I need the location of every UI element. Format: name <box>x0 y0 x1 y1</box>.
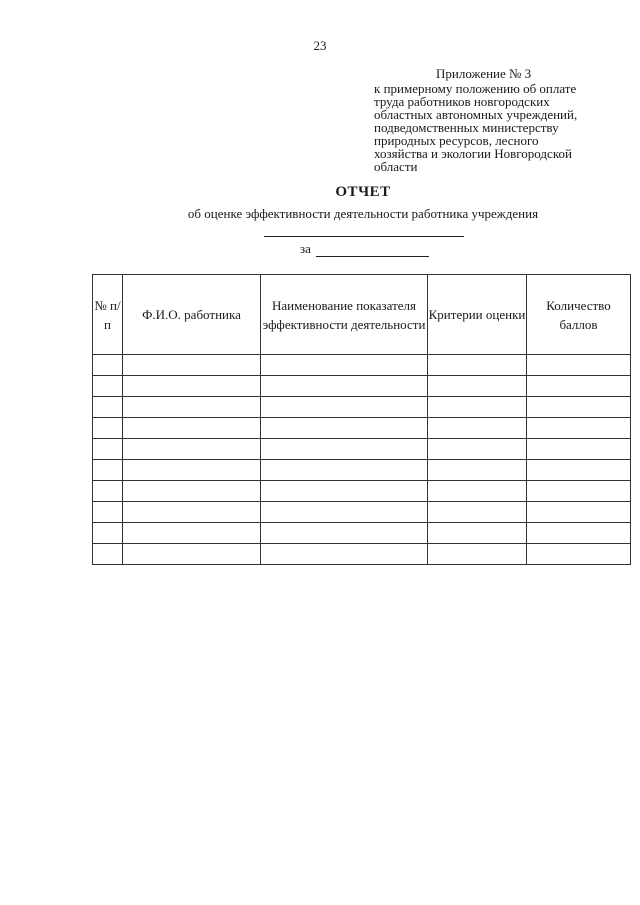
cell-num <box>93 544 123 565</box>
cell-fio <box>123 481 261 502</box>
appendix-line: хозяйства и экологии Новгородской <box>374 146 572 161</box>
cell-points <box>527 397 631 418</box>
table-header-row <box>93 275 631 355</box>
cell-fio <box>123 523 261 544</box>
appendix-line: труда работников новгородских <box>374 94 550 109</box>
cell-criteria <box>428 376 527 397</box>
table-row <box>93 439 631 460</box>
header-fio: Ф.И.О. работника <box>123 275 261 355</box>
table-row <box>93 481 631 502</box>
cell-criteria <box>428 502 527 523</box>
cell-criteria <box>428 355 527 376</box>
table-row <box>93 502 631 523</box>
cell-indicator <box>261 460 428 481</box>
cell-indicator <box>261 418 428 439</box>
cell-fio <box>123 502 261 523</box>
table-body <box>93 355 631 565</box>
cell-num <box>93 523 123 544</box>
appendix-line: области <box>374 159 418 174</box>
header-criteria: Критерии оценки <box>428 275 527 355</box>
cell-fio <box>123 397 261 418</box>
appendix-line: областных автономных учреждений, <box>374 107 578 122</box>
header-num: № п/п <box>93 275 123 355</box>
cell-num <box>93 460 123 481</box>
appendix-line: подведомственных министерству <box>374 120 559 135</box>
cell-criteria <box>428 418 527 439</box>
appendix-line: природных ресурсов, лесного <box>374 133 539 148</box>
cell-criteria <box>428 481 527 502</box>
cell-num <box>93 418 123 439</box>
cell-indicator <box>261 376 428 397</box>
cell-points <box>527 481 631 502</box>
cell-criteria <box>428 460 527 481</box>
cell-indicator <box>261 544 428 565</box>
table-row <box>93 355 631 376</box>
page-number: 23 <box>313 38 327 53</box>
table-row <box>93 544 631 565</box>
cell-num <box>93 376 123 397</box>
cell-points <box>527 355 631 376</box>
institution-blank-line <box>264 236 464 237</box>
cell-points <box>527 544 631 565</box>
header-points: Количество баллов <box>527 275 631 355</box>
cell-criteria <box>428 523 527 544</box>
table-row <box>93 523 631 544</box>
cell-points <box>527 502 631 523</box>
cell-fio <box>123 439 261 460</box>
report-subtitle: об оценке эффективности деятельности работника учреждения <box>187 206 539 221</box>
appendix-line: к примерному положению об оплате <box>374 81 577 96</box>
cell-num <box>93 439 123 460</box>
report-table <box>92 274 631 565</box>
cell-num <box>93 355 123 376</box>
cell-points <box>527 460 631 481</box>
cell-fio <box>123 355 261 376</box>
cell-fio <box>123 376 261 397</box>
cell-indicator <box>261 523 428 544</box>
cell-num <box>93 397 123 418</box>
cell-points <box>527 418 631 439</box>
cell-indicator <box>261 355 428 376</box>
table-row <box>93 376 631 397</box>
cell-fio <box>123 418 261 439</box>
cell-indicator <box>261 439 428 460</box>
table-row <box>93 460 631 481</box>
table-row <box>93 397 631 418</box>
cell-indicator <box>261 502 428 523</box>
cell-indicator <box>261 481 428 502</box>
header-indicator: Наименование показателя эффективности деятельности <box>261 275 428 355</box>
cell-num <box>93 502 123 523</box>
period-blank-line <box>316 256 429 257</box>
cell-num <box>93 481 123 502</box>
cell-fio <box>123 544 261 565</box>
cell-points <box>527 376 631 397</box>
cell-points <box>527 439 631 460</box>
cell-criteria <box>428 397 527 418</box>
cell-points <box>527 523 631 544</box>
cell-criteria <box>428 544 527 565</box>
table-row <box>93 418 631 439</box>
period-prefix: за <box>300 241 311 256</box>
cell-fio <box>123 460 261 481</box>
report-title: ОТЧЕТ <box>335 184 391 200</box>
appendix-title: Приложение № 3 <box>436 66 532 81</box>
cell-criteria <box>428 439 527 460</box>
cell-indicator <box>261 397 428 418</box>
